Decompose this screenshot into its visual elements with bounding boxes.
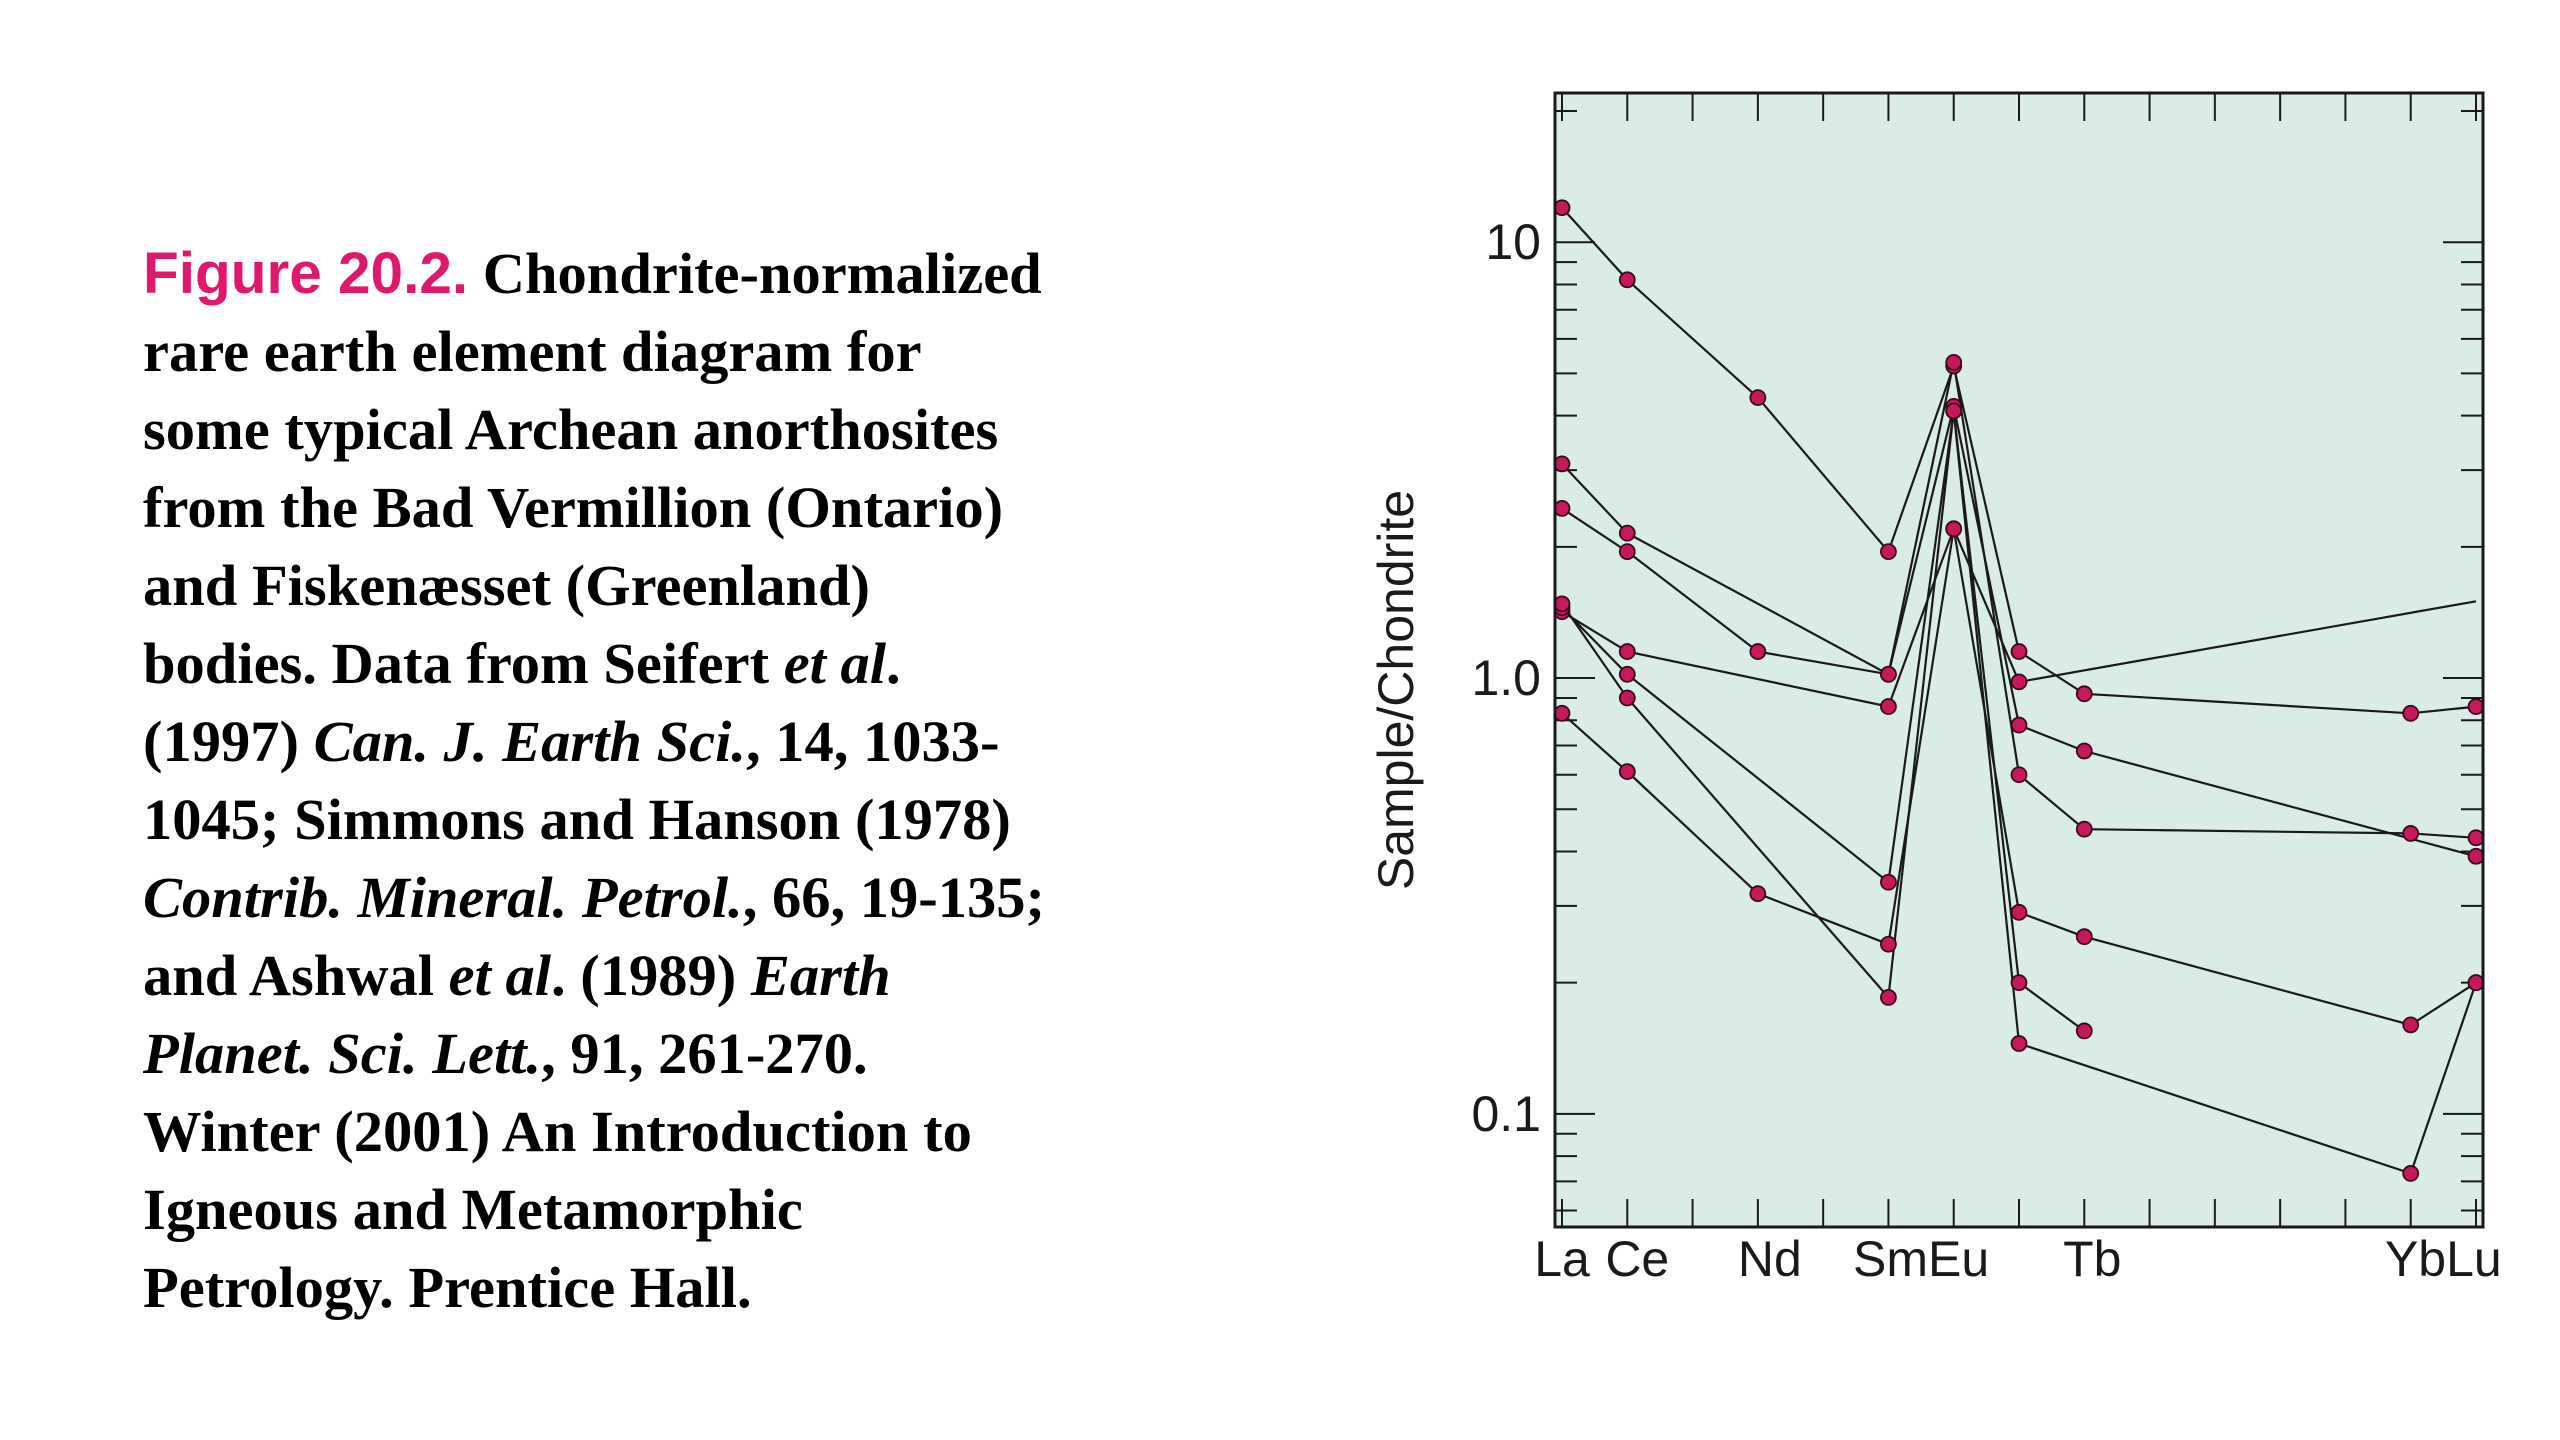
data-point: [2012, 1036, 2027, 1051]
data-point: [2077, 822, 2092, 837]
caption-text: Winter (2001) An Introduction to: [143, 1099, 972, 1164]
data-point: [2077, 744, 2092, 759]
data-point: [2469, 830, 2484, 845]
data-point: [1555, 456, 1570, 471]
x-tick-label: Nd: [1737, 1231, 1802, 1287]
caption-text: 1045; Simmons and Hanson (1978): [143, 787, 1011, 852]
data-point: [2012, 975, 2027, 990]
caption-italic-text: et al: [448, 943, 551, 1008]
data-point: [2012, 767, 2027, 782]
caption-text: Igneous and Metamorphic: [143, 1177, 803, 1242]
data-point: [2077, 929, 2092, 944]
data-point: [1881, 699, 1896, 714]
caption-text: rare earth element diagram for: [143, 319, 922, 384]
caption-text: , 14, 1033-: [745, 709, 1000, 774]
caption-text: , 66, 19-135;: [742, 865, 1045, 930]
x-tick-labels: [1534, 1231, 2502, 1287]
data-point: [2012, 905, 2027, 920]
data-point: [1881, 667, 1896, 682]
x-tick-label: La: [1534, 1231, 1590, 1287]
data-point: [2077, 686, 2092, 701]
data-point: [2403, 706, 2418, 721]
data-point: [1620, 272, 1635, 287]
caption-italic-text: et al: [783, 631, 887, 696]
data-point: [2469, 699, 2484, 714]
data-point: [1750, 886, 1765, 901]
data-point: [2012, 674, 2027, 689]
data-point: [1881, 875, 1896, 890]
data-point: [1620, 690, 1635, 705]
x-tick-label: Tb: [2063, 1231, 2122, 1287]
data-point: [2403, 1166, 2418, 1181]
y-axis-label: Sample/Chondrite: [1368, 489, 1424, 891]
y-tick-label: 0.1: [1471, 1085, 1541, 1142]
x-tick-label: Ce: [1605, 1231, 1670, 1287]
data-point: [1750, 644, 1765, 659]
data-point: [1946, 521, 1961, 536]
data-point: [2012, 718, 2027, 733]
data-point: [1555, 596, 1570, 611]
data-point: [1881, 544, 1896, 559]
data-point: [2077, 1023, 2092, 1038]
caption-text: Petrology. Prentice Hall.: [143, 1255, 752, 1320]
plot-area: [1555, 93, 2483, 1227]
figure-label: Figure 20.2.: [143, 241, 469, 306]
caption-text: and Fiskenæsset (Greenland): [143, 553, 870, 618]
caption-text: from the Bad Vermillion (Ontario): [143, 475, 1004, 540]
data-point: [1555, 706, 1570, 721]
y-tick-label: 10: [1485, 214, 1541, 271]
x-tick-label: YbLu: [2384, 1231, 2502, 1287]
y-tick-labels: [1471, 214, 1541, 1142]
data-point: [1946, 403, 1961, 418]
data-point: [1881, 990, 1896, 1005]
data-point: [1750, 390, 1765, 405]
data-point: [1881, 937, 1896, 952]
caption-text: some typical Archean anorthosites: [143, 397, 999, 462]
caption-text: Chondrite-normalized: [482, 241, 1042, 306]
data-point: [1620, 526, 1635, 541]
data-point: [1555, 501, 1570, 516]
caption-italic-text: Can. J. Earth Sci.: [313, 709, 746, 774]
caption-text: bodies. Data from Seifert: [143, 631, 784, 696]
caption-italic-text: Earth: [750, 943, 891, 1008]
caption-text: . (1989): [551, 943, 751, 1008]
data-point: [1620, 764, 1635, 779]
caption-text: .: [886, 631, 901, 696]
data-point: [1555, 200, 1570, 215]
data-point: [1620, 544, 1635, 559]
data-point: [1620, 644, 1635, 659]
data-point: [1946, 355, 1961, 370]
y-tick-label: 1.0: [1471, 650, 1541, 707]
data-point: [2403, 826, 2418, 841]
caption-text: , 91, 261-270.: [541, 1021, 868, 1086]
caption-text: and Ashwal: [143, 943, 449, 1008]
data-point: [1620, 667, 1635, 682]
caption-text: (1997): [143, 709, 314, 774]
data-point: [2403, 1017, 2418, 1032]
x-tick-label: SmEu: [1852, 1231, 1990, 1287]
data-point: [2469, 975, 2484, 990]
caption-italic-text: Planet. Sci. Lett.: [143, 1021, 542, 1086]
caption-italic-text: Contrib. Mineral. Petrol.: [143, 865, 743, 930]
data-point: [2469, 849, 2484, 864]
data-point: [2012, 644, 2027, 659]
